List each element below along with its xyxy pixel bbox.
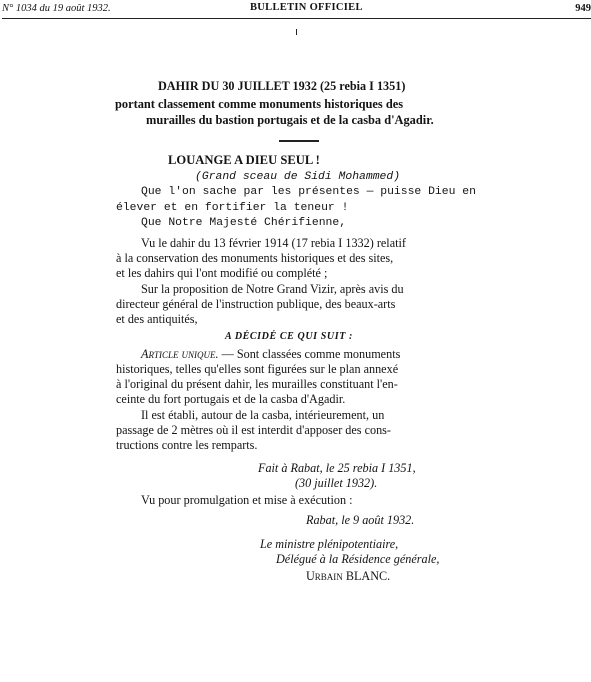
signatory-name: Urbain BLANC. [306, 569, 391, 583]
vu-line2: à la conservation des monuments historiques et des sites, [116, 251, 394, 265]
vu-line3: et les dahirs qui l'ont modifié ou complété ; [116, 266, 328, 280]
promulgation-line: Vu pour promulgation et mise à exécution : [141, 493, 353, 507]
article-line2: historiques, telles qu'elles sont figurées sur le plan annexé [116, 362, 399, 376]
signatory-role: Délégué à la Résidence générale, [276, 552, 440, 566]
proposition-line2: directeur général de l'instruction publique, des beaux-arts [116, 297, 396, 311]
fait-line2: (30 juillet 1932). [295, 476, 378, 490]
column-tick [296, 29, 297, 35]
issue-number: N° 1034 du 19 août 1932. [2, 3, 111, 14]
page-number: 949 [575, 3, 591, 14]
publication-title: BULLETIN OFFICIEL [250, 2, 363, 13]
grand-sceau: (Grand sceau de Sidi Mohammed) [195, 171, 401, 183]
preamble-line2: élever et en fortifier la teneur ! [116, 202, 349, 214]
louange-heading: LOUANGE A DIEU SEUL ! [168, 153, 320, 167]
signatory-title: Le ministre plénipotentiaire, [260, 537, 399, 551]
title-separator [279, 140, 319, 142]
preamble-line1: Que l'on sache par les présentes — puisse Dieu en [141, 186, 476, 198]
article-p2-line3: tructions contre les remparts. [116, 438, 258, 452]
article-label: Article unique. [141, 347, 219, 361]
proposition-line1: Sur la proposition de Notre Grand Vizir, après avis du [141, 282, 404, 296]
header-rule [2, 18, 591, 19]
dahir-title: DAHIR DU 30 JUILLET 1932 (25 rebia I 1351) [158, 79, 406, 93]
article-line3: à l'original du présent dahir, les murailles constituant l'en- [116, 377, 398, 391]
preamble-majeste: Que Notre Majesté Chérifienne, [141, 217, 347, 229]
vu-line1: Vu le dahir du 13 février 1914 (17 rebia I 1332) relatif [141, 236, 406, 250]
dahir-subtitle-line2: murailles du bastion portugais et de la casba d'Agadir. [146, 113, 434, 127]
article-line1-text: — Sont classées comme monuments [218, 347, 401, 361]
fait-line1: Fait à Rabat, le 25 rebia I 1351, [258, 461, 416, 475]
article-line4: ceinte du fort portugais et de la casba d'Agadir. [116, 392, 346, 406]
article-p2-line2: passage de 2 mètres où il est interdit d'apposer des cons- [116, 423, 391, 437]
dahir-subtitle-line1: portant classement comme monuments historiques des [115, 97, 404, 111]
promulgation-date: Rabat, le 9 août 1932. [306, 513, 415, 527]
article-line1 [141, 347, 400, 361]
proposition-line3: et des antiquités, [116, 312, 198, 326]
decide-heading: A DÉCIDÉ CE QUI SUIT : [225, 331, 353, 342]
article-p2-line1: Il est établi, autour de la casba, intérieurement, un [141, 408, 385, 422]
